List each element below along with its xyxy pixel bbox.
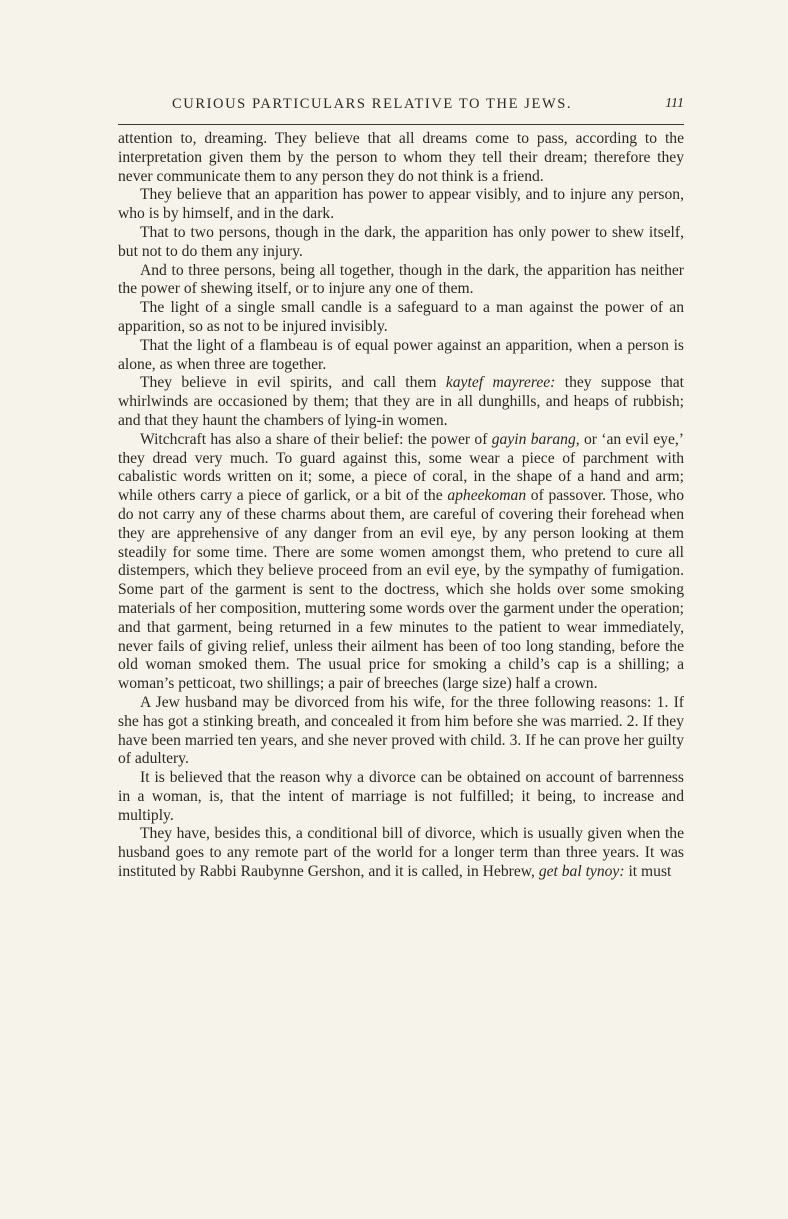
page-header: [118, 96, 684, 120]
text-run: That the light of a flambeau is of equal power against an apparition, when a person is alone, as when three are together.: [118, 336, 684, 373]
paragraph: [118, 224, 684, 262]
text-run: attention to, dreaming. They believe that all dreams come to pass, according to the interpretation given them by the person to whom they tell their dream; therefore they never communicate them to any person they do not think is a friend.: [118, 130, 684, 185]
text-run: That to two persons, though in the dark, the apparition has only power to shew itself, but not to do them any injury.: [118, 223, 684, 260]
paragraph: [118, 769, 684, 825]
text-run: it must: [624, 863, 672, 881]
paragraph: [118, 374, 684, 430]
paragraph: [118, 130, 684, 186]
header-rule: [118, 124, 684, 125]
paragraph: [118, 262, 684, 300]
text-run: The light of a single small candle is a safeguard to a man against the power of an apparition, so as not to be injured invisibly.: [118, 299, 684, 335]
italic-term: gayin barang,: [491, 430, 580, 448]
text-run: They have, besides this, a conditional bill of divorce, which is usually given when the husband goes to any remote part of the world for a longer term than three years. It was instituted by Rabbi Raubynne Gershon, and it is called, in Hebrew,: [118, 825, 684, 881]
paragraph: [118, 694, 684, 769]
text-run: of passover. Those, who do not carry any of these charms about them, are careful of covering their forehead when they are apprehensive of any danger from an evil eye, by any person looking at them steadily for some time. There are some women amongst them, who pretend to cure all distempers, which they believe proceed from an evil eye, by the sympathy of fumigation. Some part of the garment is sent to the doctress, which she holds over some smoking materials of her composition, muttering some words over the garment under the operation; and that garment, being returned in a few minutes to the patient to wear immediately, never fails of giving relief, unless their ailment has been of too long standing, before the old woman smoked them. The usual price for smoking a child’s cap is a shilling; a woman’s petticoat, two shillings; a pair of breeches (large size) half a crown.: [118, 487, 684, 693]
italic-term: kaytef mayreree:: [445, 374, 556, 392]
italic-term: get bal tynoy:: [538, 863, 625, 881]
text-run: they suppose that whirlwinds are occasioned by them; that they are in all dunghills, and heaps of rubbish; and that they haunt the chambers of lying-in women.: [118, 374, 684, 429]
italic-term: apheekoman: [447, 487, 527, 505]
body-text: [118, 130, 684, 882]
text-run: And to three persons, being all together, though in the dark, the apparition has neither the power of shewing itself, or to injure any one of them.: [118, 261, 684, 298]
text-run: or ‘an evil eye,’ they dread very much. To guard against this, some wear a piece of parchment with cabalistic words written on it; some, a piece of coral, in the shape of a hand and arm; while others carry a piece of garlick, or a bit of the: [118, 430, 684, 505]
text-run: Witchcraft has also a share of their belief: the power of: [140, 430, 492, 448]
text-run: A Jew husband may be divorced from his wife, for the three following reasons: 1. If she has got a stinking breath, and concealed it from him before she was married. 2. If they have been married ten years, and she never proved with child. 3. If he can prove her guilty of adultery.: [118, 693, 684, 768]
running-head: CURIOUS PARTICULARS RELATIVE TO THE JEWS.: [172, 96, 573, 112]
paragraph: [118, 299, 684, 337]
page-number: 111: [665, 96, 684, 111]
paragraph: [118, 186, 684, 224]
text-run: It is believed that the reason why a divorce can be obtained on account of barrenness in a woman, is, that the intent of marriage is not fulfilled; it being, to increase and multiply.: [118, 769, 684, 824]
paragraph: [118, 431, 684, 694]
text-run: They believe that an apparition has power to appear visibly, and to injure any person, who is by himself, and in the dark.: [118, 186, 684, 223]
paragraph: [118, 825, 684, 881]
paragraph: [118, 337, 684, 375]
text-run: They believe in evil spirits, and call them: [140, 374, 446, 392]
